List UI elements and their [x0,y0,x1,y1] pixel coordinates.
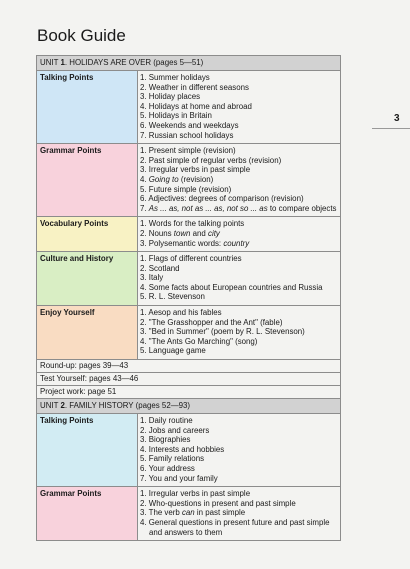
extra-text: Test Yourself: pages 43—46 [37,373,341,386]
unit-number: 1 [60,58,65,67]
list-item: 4. "The Ants Go Marching" (song) [140,336,258,346]
section-row [37,252,341,306]
section-category: Enjoy Yourself [37,306,138,360]
section-row [37,414,341,487]
extra-text: Round-up: pages 39—43 [37,360,341,373]
section-items [138,487,341,541]
extra-text: Project work: page 51 [37,386,341,399]
section-category: Grammar Points [37,487,138,541]
section-category: Culture and History [37,252,138,306]
unit-title: . HOLIDAYS ARE OVER (pages 5—51) [64,58,204,67]
section-category: Vocabulary Points [37,217,138,252]
unit-header [37,56,341,71]
section-items [138,217,341,252]
list-item: 5. Language game [140,346,206,356]
section-category: Talking Points [37,414,138,487]
list-item: 1. Flags of different countries [140,254,242,264]
list-item: 2. Nouns town and city [140,228,220,238]
section-row [37,217,341,252]
section-items [138,144,341,217]
unit-title: . FAMILY HISTORY (pages 52—93) [64,401,190,411]
list-item: 3. Irregular verbs in past simple [140,165,251,175]
list-item: 2. Weather in different seasons [140,82,249,92]
list-item: 3. Polysemantic words: country [140,238,250,248]
section-row [37,144,341,217]
list-item: 1. Irregular verbs in past simple [140,489,251,499]
list-item: 7. You and your family [140,473,218,483]
list-item: 6. Weekends and weekdays [140,120,239,130]
extra-row [37,373,341,386]
list-item: 6. Adjectives: degrees of comparison (revision) [140,194,304,204]
list-item: 3. Italy [140,273,164,283]
section-items [138,414,341,487]
list-item: 2. Past simple of regular verbs (revision) [140,155,282,165]
list-item: 2. Who-questions in present and past simple [140,498,296,508]
list-item: 5. R. L. Stevenson [140,292,205,302]
section-row [37,71,341,144]
unit-heading [37,56,341,71]
list-item: 4. Some facts about European countries and Russia [140,282,323,292]
list-item: 3. "Bed in Summer" (poem by R. L. Stevenson) [140,327,305,337]
unit-heading [37,399,341,414]
extra-row [37,386,341,399]
list-item: 5. Holidays in Britain [140,111,212,121]
list-item: 4. Going to (revision) [140,174,214,184]
unit-prefix: UNIT [40,401,61,411]
list-item: 3. The verb can in past simple [140,508,246,518]
list-item: 1. Present simple (revision) [140,146,236,156]
unit-number: 2 [60,401,65,411]
list-item: 5. Family relations [140,454,205,464]
section-items [138,252,341,306]
list-item: 5. Future simple (revision) [140,184,232,194]
section-items [138,306,341,360]
unit-prefix: UNIT [40,58,61,67]
list-item: 2. "The Grasshopper and the Ant" (fable) [140,317,283,327]
section-row [37,306,341,360]
list-item: 4. General questions in present future and past simple and answers to them [140,517,330,537]
book-guide-table [36,55,341,541]
list-item: 7. Russian school holidays [140,130,234,140]
section-category: Talking Points [37,71,138,144]
page-number-rule [372,128,410,129]
list-item: 1. Words for the talking points [140,219,245,229]
list-item: 4. Holidays at home and abroad [140,101,252,111]
list-item: 2. Scotland [140,263,180,273]
list-item: 1. Daily routine [140,416,193,426]
list-item: 7. As ... as, not as ... as, not so ... as to compare objects [140,203,337,213]
page-title: Book Guide [37,26,126,45]
section-row [37,487,341,541]
section-items [138,71,341,144]
page-number: 3 [394,113,400,124]
list-item: 6. Your address [140,464,195,473]
unit-header [37,399,341,414]
extra-row [37,360,341,373]
list-item: 2. Jobs and careers [140,425,210,435]
list-item: 3. Holiday places [140,92,201,102]
list-item: 4. Interests and hobbies [140,444,225,454]
list-item: 1. Summer holidays [140,73,210,82]
list-item: 1. Aesop and his fables [140,308,222,318]
list-item: 3. Biographies [140,435,191,445]
section-category: Grammar Points [37,144,138,217]
